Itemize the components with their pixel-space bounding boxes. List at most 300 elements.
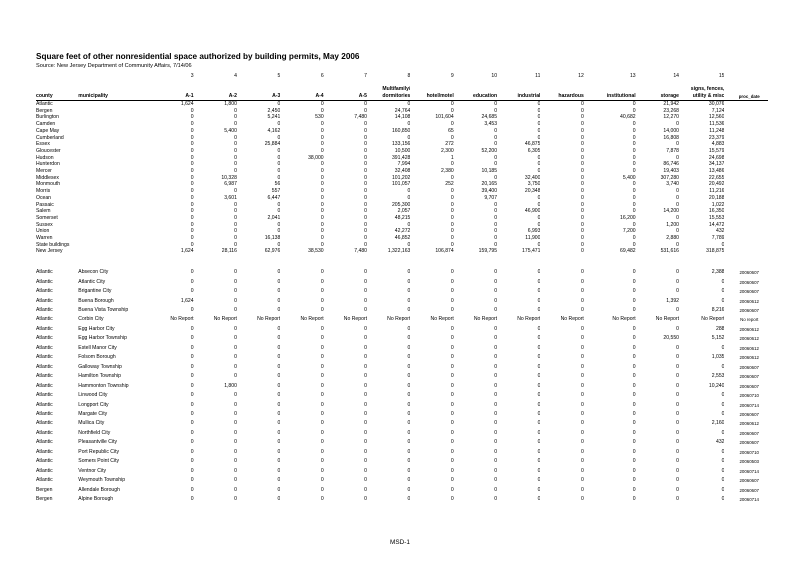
value-cell: 0 [190, 194, 194, 201]
value-cell: 0 [234, 410, 237, 417]
value-cell: 10,240 [708, 382, 725, 389]
value-cell: 42,272 [394, 228, 411, 235]
value-cell: 159,795 [478, 248, 498, 255]
value-cell: 3,601 [224, 194, 237, 201]
value-cell: 0 [277, 439, 281, 446]
value-cell: 0 [364, 486, 368, 493]
value-cell: 0 [676, 410, 679, 417]
value-cell: 0 [580, 306, 584, 313]
municipality-row [36, 448, 768, 457]
value-cell: 0 [407, 134, 411, 141]
value-cell: 0 [190, 208, 194, 215]
column-number: 12 [578, 73, 584, 79]
value-cell: 0 [364, 373, 368, 380]
blank-cell [724, 208, 768, 215]
value-cell: 0 [190, 181, 194, 188]
value-cell: 0 [234, 439, 237, 446]
proc-date-cell: 20060503 [739, 459, 760, 465]
value-cell: 0 [580, 486, 584, 493]
blank-cell [724, 80, 768, 93]
value-cell: 0 [632, 429, 636, 436]
county-row [36, 222, 768, 229]
value-cell: 0 [407, 458, 411, 465]
header-cell: hotel/motel [410, 93, 453, 101]
value-cell: 0 [364, 467, 368, 474]
header-cell: A-2 [194, 93, 237, 101]
value-cell: 0 [190, 401, 194, 408]
value-cell: 6,447 [267, 194, 281, 201]
value-cell: 0 [450, 221, 454, 228]
county-name: Essex [36, 141, 50, 148]
value-cell: 0 [494, 335, 498, 342]
value-cell: 20,492 [708, 181, 725, 188]
value-cell: 0 [364, 161, 368, 168]
value-cell: 0 [320, 467, 324, 474]
value-cell: 0 [320, 344, 324, 351]
county-name: State buildings [36, 241, 70, 248]
county-row [36, 215, 768, 222]
value-cell: 1,200 [666, 221, 679, 228]
value-cell: 2,160 [711, 420, 725, 427]
header-cell: A-1 [146, 93, 194, 101]
value-cell: 0 [632, 269, 636, 276]
blank-cell [724, 175, 768, 182]
municipality-name: Egg Harbor City [78, 325, 115, 332]
county-row [36, 148, 768, 155]
value-cell: 0 [450, 269, 454, 276]
municipality-row [36, 382, 768, 391]
value-cell: 0 [277, 363, 281, 370]
value-cell: 10,500 [394, 147, 411, 154]
value-cell: 0 [277, 306, 281, 313]
county-name: Salem [36, 208, 51, 215]
value-cell: 0 [494, 201, 498, 208]
value-cell: 0 [632, 420, 636, 427]
value-cell: 0 [450, 486, 454, 493]
value-cell: 0 [450, 107, 454, 114]
value-cell: 0 [580, 221, 584, 228]
municipality-row [36, 325, 768, 334]
value-cell: 8,216 [711, 306, 725, 313]
value-cell: 0 [494, 401, 498, 408]
value-cell: 0 [632, 181, 636, 188]
value-cell: 0 [190, 382, 194, 389]
value-cell: 0 [580, 134, 584, 141]
value-cell: 0 [320, 147, 324, 154]
value-cell: 0 [450, 121, 454, 128]
value-cell: 0 [537, 467, 541, 474]
value-cell: 0 [450, 392, 454, 399]
value-cell: 0 [580, 107, 584, 114]
municipality-name: Northfield City [78, 429, 111, 436]
value-cell: 0 [537, 458, 541, 465]
value-cell: 0 [580, 101, 584, 107]
value-cell: 0 [494, 101, 498, 107]
value-cell: 0 [320, 101, 324, 107]
county-row [36, 235, 768, 242]
value-cell: 0 [676, 429, 679, 436]
value-cell: 0 [320, 382, 324, 389]
value-cell: 0 [676, 467, 679, 474]
value-cell: 0 [580, 214, 584, 221]
value-cell: 0 [632, 496, 636, 503]
value-cell: 0 [234, 214, 237, 221]
value-cell: 0 [277, 486, 281, 493]
value-cell: 0 [320, 214, 324, 221]
value-cell: 0 [277, 201, 281, 208]
municipality-name: Port Republic City [78, 448, 120, 455]
municipality-row [36, 278, 768, 287]
blank-cell [724, 202, 768, 209]
value-cell: 0 [364, 208, 368, 215]
county-name: Mercer [36, 168, 52, 175]
proc-date-cell: 20060612 [739, 421, 760, 427]
value-cell: 0 [494, 410, 498, 417]
value-cell: 0 [234, 448, 237, 455]
value-cell: 62,976 [264, 248, 281, 255]
value-cell: 32,400 [524, 174, 541, 181]
municipality-name: Absecon City [78, 269, 109, 276]
value-cell: 24,764 [394, 107, 411, 114]
county-name: Sussex [36, 221, 53, 228]
value-cell: 0 [537, 477, 541, 484]
value-cell: 0 [407, 194, 411, 201]
value-cell: 0 [450, 429, 454, 436]
value-cell: 0 [494, 141, 498, 148]
municipality-name: Corbin City [78, 316, 104, 323]
value-cell: 0 [580, 278, 584, 285]
county-cell: Atlantic [36, 363, 53, 370]
value-cell: 46,852 [394, 235, 411, 242]
value-cell: 1,035 [711, 354, 725, 361]
value-cell: 0 [494, 241, 498, 248]
blank-cell [724, 72, 768, 80]
value-cell: No Report [655, 316, 679, 323]
value-cell: 1 [450, 154, 454, 161]
value-cell: 0 [190, 429, 194, 436]
value-cell: 0 [234, 496, 237, 503]
value-cell: 0 [632, 221, 636, 228]
municipality-row [36, 438, 768, 447]
value-cell: 0 [632, 401, 636, 408]
blank-cell [724, 215, 768, 222]
municipality-row [36, 391, 768, 400]
value-cell: 0 [580, 448, 584, 455]
municipality-row [36, 457, 768, 466]
municipality-name: Brigantine City [78, 288, 112, 295]
value-cell: 0 [580, 439, 584, 446]
header-top-cell [410, 80, 453, 93]
header-cell: utility & misc [679, 93, 724, 101]
value-cell: 0 [450, 363, 454, 370]
value-cell: 0 [676, 420, 679, 427]
value-cell: 0 [537, 101, 541, 107]
value-cell: 0 [277, 101, 281, 107]
value-cell: No Report [343, 316, 368, 323]
header-cell: storage [636, 93, 679, 101]
value-cell: 0 [450, 382, 454, 389]
value-cell: 0 [494, 382, 498, 389]
value-cell: 1,624 [180, 297, 194, 304]
value-cell: 0 [234, 325, 237, 332]
value-cell: 0 [234, 121, 237, 128]
value-cell: 0 [537, 297, 541, 304]
value-cell: 0 [364, 174, 368, 181]
county-cell: Atlantic [36, 429, 53, 436]
municipality-name: Estell Manor City [78, 344, 117, 351]
value-cell: 0 [364, 382, 368, 389]
value-cell: 0 [580, 141, 584, 148]
value-cell: 0 [190, 228, 194, 235]
blank-cell [724, 135, 768, 142]
value-cell: 0 [676, 392, 679, 399]
county-row [36, 195, 768, 202]
county-cell: Bergen [36, 486, 53, 493]
value-cell: 0 [320, 420, 324, 427]
county-name: Hudson [36, 154, 54, 161]
value-cell: 0 [537, 486, 541, 493]
value-cell: 0 [364, 325, 368, 332]
value-cell: 0 [320, 335, 324, 342]
value-cell: 0 [364, 235, 368, 242]
value-cell: 0 [494, 467, 498, 474]
value-cell: 0 [234, 458, 237, 465]
value-cell: 0 [537, 420, 541, 427]
value-cell: 0 [537, 325, 541, 332]
header-top-cell [146, 80, 194, 93]
header-cell: dormitories [367, 93, 410, 101]
county-row [36, 128, 768, 135]
county-name: New Jersey [36, 248, 63, 255]
value-cell: 0 [494, 134, 498, 141]
value-cell: 0 [580, 297, 584, 304]
value-cell: 0 [537, 288, 541, 295]
value-cell: 0 [364, 214, 368, 221]
value-cell: 0 [320, 188, 324, 195]
value-cell: 0 [320, 477, 324, 484]
value-cell: 0 [450, 134, 454, 141]
value-cell: 0 [407, 382, 411, 389]
value-cell: 0 [632, 147, 636, 154]
value-cell: 0 [537, 241, 541, 248]
proc-date-cell: 20060607 [739, 478, 760, 484]
value-cell: 0 [721, 278, 725, 285]
value-cell: 2,300 [440, 147, 454, 154]
value-cell: 0 [277, 458, 281, 465]
value-cell: 0 [320, 121, 324, 128]
value-cell: 0 [190, 214, 194, 221]
value-cell: 0 [494, 325, 498, 332]
value-cell: 0 [580, 168, 584, 175]
value-cell: 0 [190, 134, 194, 141]
value-cell: 0 [494, 496, 498, 503]
county-cell: Atlantic [36, 439, 53, 446]
value-cell: 0 [407, 325, 411, 332]
value-cell: 0 [320, 363, 324, 370]
value-cell: 0 [407, 188, 411, 195]
blank-cell [724, 195, 768, 202]
value-cell: 0 [364, 181, 368, 188]
value-cell: 3,740 [666, 181, 679, 188]
value-cell: 0 [364, 477, 368, 484]
value-cell: 0 [450, 354, 454, 361]
value-cell: 0 [676, 354, 679, 361]
municipality-name: Egg Harbor Township [78, 335, 127, 342]
municipality-row [36, 334, 768, 343]
blank-cell [724, 121, 768, 128]
value-cell: 0 [450, 174, 454, 181]
county-cell: Atlantic [36, 354, 53, 361]
value-cell: 0 [277, 269, 281, 276]
value-cell: 0 [676, 121, 679, 128]
header-top-cell [497, 80, 540, 93]
value-cell: 0 [721, 448, 725, 455]
value-cell: 0 [364, 107, 368, 114]
value-cell: 0 [190, 127, 194, 134]
value-cell: 0 [632, 188, 636, 195]
value-cell: 0 [450, 401, 454, 408]
value-cell: 0 [190, 269, 194, 276]
value-cell: 0 [190, 420, 194, 427]
county-cell: Atlantic [36, 448, 53, 455]
proc-date-cell: 20060607 [739, 307, 760, 313]
county-name: Passaic [36, 201, 54, 208]
column-number: 6 [320, 73, 324, 79]
value-cell: 0 [364, 439, 368, 446]
value-cell: 0 [537, 344, 541, 351]
county-row [36, 242, 768, 249]
value-cell: 0 [676, 228, 679, 235]
value-cell: 0 [632, 297, 636, 304]
value-cell: 0 [494, 288, 498, 295]
value-cell: 0 [234, 306, 237, 313]
header-cell: A-4 [280, 93, 323, 101]
municipality-row [36, 467, 768, 476]
value-cell: 0 [676, 188, 679, 195]
value-cell: 0 [450, 467, 454, 474]
county-row [36, 202, 768, 209]
value-cell: 0 [277, 288, 281, 295]
value-cell: 0 [632, 306, 636, 313]
value-cell: 0 [364, 420, 368, 427]
value-cell: 0 [632, 107, 636, 114]
value-cell: 0 [320, 401, 324, 408]
value-cell: 0 [450, 228, 454, 235]
value-cell: 0 [190, 344, 194, 351]
value-cell: 0 [190, 168, 194, 175]
value-cell: 0 [190, 458, 194, 465]
value-cell: 0 [364, 278, 368, 285]
municipality-row [36, 315, 768, 324]
municipality-row [36, 306, 768, 315]
value-cell: 6,305 [527, 147, 541, 154]
value-cell: 0 [632, 101, 636, 107]
value-cell: 7,480 [354, 248, 368, 255]
county-name: Union [36, 228, 50, 235]
value-cell: 0 [320, 278, 324, 285]
blank-cell [724, 161, 768, 168]
value-cell: 69,482 [620, 248, 636, 255]
value-cell: 0 [320, 354, 324, 361]
value-cell: 11,536 [709, 121, 725, 128]
value-cell: 0 [320, 458, 324, 465]
value-cell: 0 [580, 458, 584, 465]
value-cell: 2,388 [711, 269, 725, 276]
value-cell: 4,883 [711, 141, 725, 148]
value-cell: 0 [450, 344, 454, 351]
value-cell: 0 [537, 429, 541, 436]
value-cell: 0 [580, 127, 584, 134]
value-cell: 0 [364, 194, 368, 201]
value-cell: 0 [234, 201, 237, 208]
value-cell: 0 [537, 269, 541, 276]
value-cell: 0 [407, 344, 411, 351]
blank-cell [724, 141, 768, 148]
value-cell: 0 [580, 382, 584, 389]
blank-cell [78, 80, 146, 93]
value-cell: 3,453 [484, 121, 498, 128]
value-cell: 0 [320, 288, 324, 295]
value-cell: 23,379 [708, 134, 725, 141]
county-row [36, 141, 768, 148]
value-cell: 0 [721, 241, 725, 248]
value-cell: 0 [676, 278, 679, 285]
value-cell: 0 [320, 174, 324, 181]
header-cell: education [454, 93, 497, 101]
value-cell: 0 [632, 134, 636, 141]
column-number: 11 [535, 73, 541, 79]
value-cell: 0 [450, 335, 454, 342]
municipality-row [36, 495, 768, 504]
column-number: 13 [629, 73, 636, 79]
value-cell: 0 [277, 228, 281, 235]
value-cell: 65 [448, 127, 454, 134]
value-cell: 0 [320, 208, 324, 215]
value-cell: 0 [537, 154, 541, 161]
value-cell: 0 [364, 147, 368, 154]
value-cell: 20,550 [663, 335, 679, 342]
blank-cell [36, 80, 78, 93]
value-cell: 0 [190, 335, 194, 342]
county-row [36, 188, 768, 195]
value-cell: 0 [190, 496, 194, 503]
value-cell: 0 [364, 154, 368, 161]
value-cell: 0 [580, 373, 584, 380]
value-cell: 432 [715, 439, 725, 446]
value-cell: 175,471 [522, 248, 541, 255]
value-cell: 0 [537, 221, 541, 228]
value-cell: 5,400 [622, 174, 636, 181]
value-cell: 0 [494, 420, 498, 427]
value-cell: 0 [580, 269, 584, 276]
value-cell: 0 [407, 477, 411, 484]
municipality-name: Galloway Township [78, 363, 122, 370]
value-cell: 0 [190, 241, 194, 248]
proc-date-cell: 20060607 [739, 270, 760, 276]
value-cell: 16,200 [620, 214, 636, 221]
blank-cell [724, 114, 768, 121]
value-cell: 0 [364, 448, 368, 455]
value-cell: 0 [407, 392, 411, 399]
column-number: 9 [450, 73, 454, 79]
municipality-name: Buena Vista Township [78, 306, 129, 313]
value-cell: 0 [632, 382, 636, 389]
value-cell: 48,215 [394, 214, 411, 221]
value-cell: 0 [537, 354, 541, 361]
value-cell: 0 [676, 363, 679, 370]
header-top-cell [237, 80, 280, 93]
value-cell: 0 [407, 410, 411, 417]
